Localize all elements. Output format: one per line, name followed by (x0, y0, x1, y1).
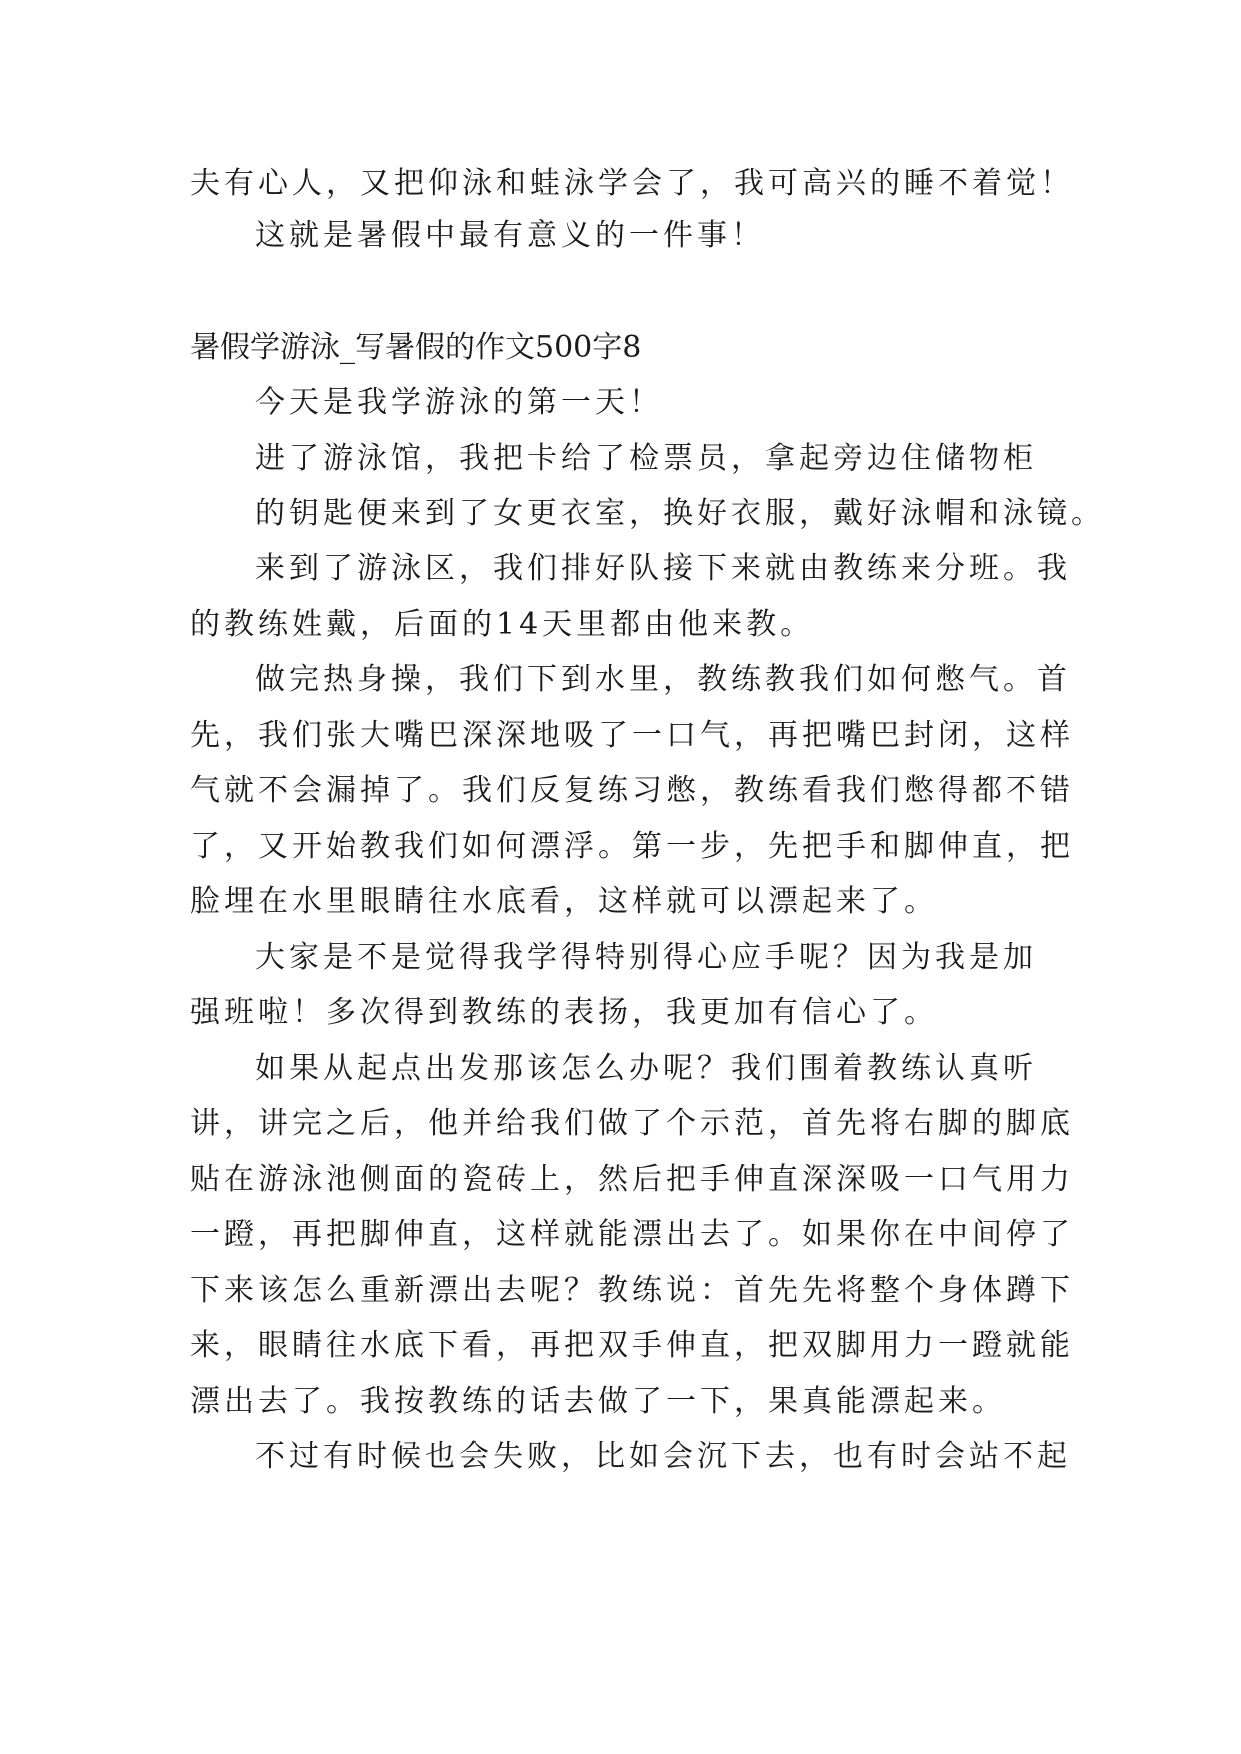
paragraph-line: 贴在游泳池侧面的瓷砖上，然后把手伸直深深吸一口气用力 (190, 1162, 1074, 1197)
paragraph-line: 漂出去了。我按教练的话去做了一下，果真能漂起来。 (190, 1384, 1006, 1419)
paragraph-line: 大家是不是觉得我学得特别得心应手呢？因为我是加 (255, 940, 1037, 975)
paragraph-line: 的教练姓戴，后面的14天里都由他来教。 (190, 607, 815, 642)
paragraph-line: 先，我们张大嘴巴深深地吸了一口气，再把嘴巴封闭，这样 (190, 718, 1074, 753)
paragraph-line: 这就是暑假中最有意义的一件事！ (255, 218, 765, 253)
paragraph-line: 今天是我学游泳的第一天！ (255, 385, 663, 420)
paragraph-line: 来到了游泳区，我们排好队接下来就由教练来分班。我 (255, 551, 1071, 586)
paragraph-line: 讲，讲完之后，他并给我们做了个示范，首先将右脚的脚底 (190, 1106, 1074, 1141)
paragraph-line: 脸埋在水里眼睛往水底看，这样就可以漂起来了。 (190, 884, 938, 919)
paragraph-line: 如果从起点出发那该怎么办呢？我们围着教练认真听 (255, 1051, 1037, 1086)
paragraph-line: 的钥匙便来到了女更衣室，换好衣服，戴好泳帽和泳镜。 (255, 496, 1105, 531)
paragraph-line: 气就不会漏掉了。我们反复练习憋，教练看我们憋得都不错 (190, 773, 1074, 808)
paragraph-line: 强班啦！多次得到教练的表扬，我更加有信心了。 (190, 995, 938, 1030)
paragraph-line: 夫有心人，又把仰泳和蛙泳学会了，我可高兴的睡不着觉！ (190, 166, 1074, 201)
paragraph-line: 不过有时候也会失败，比如会沉下去，也有时会站不起 (255, 1439, 1071, 1474)
paragraph-line: 了，又开始教我们如何漂浮。第一步，先把手和脚伸直，把 (190, 829, 1074, 864)
paragraph-line: 下来该怎么重新漂出去呢？教练说：首先先将整个身体蹲下 (190, 1273, 1074, 1308)
paragraph-line: 进了游泳馆，我把卡给了检票员，拿起旁边住储物柜 (255, 441, 1037, 476)
section-heading: 暑假学游泳_写暑假的作文500字8 (190, 330, 642, 365)
paragraph-line: 做完热身操，我们下到水里，教练教我们如何憋气。首 (255, 662, 1071, 697)
paragraph-line: 来，眼睛往水底下看，再把双手伸直，把双脚用力一蹬就能 (190, 1328, 1074, 1363)
paragraph-line: 一蹬，再把脚伸直，这样就能漂出去了。如果你在中间停了 (190, 1217, 1074, 1252)
